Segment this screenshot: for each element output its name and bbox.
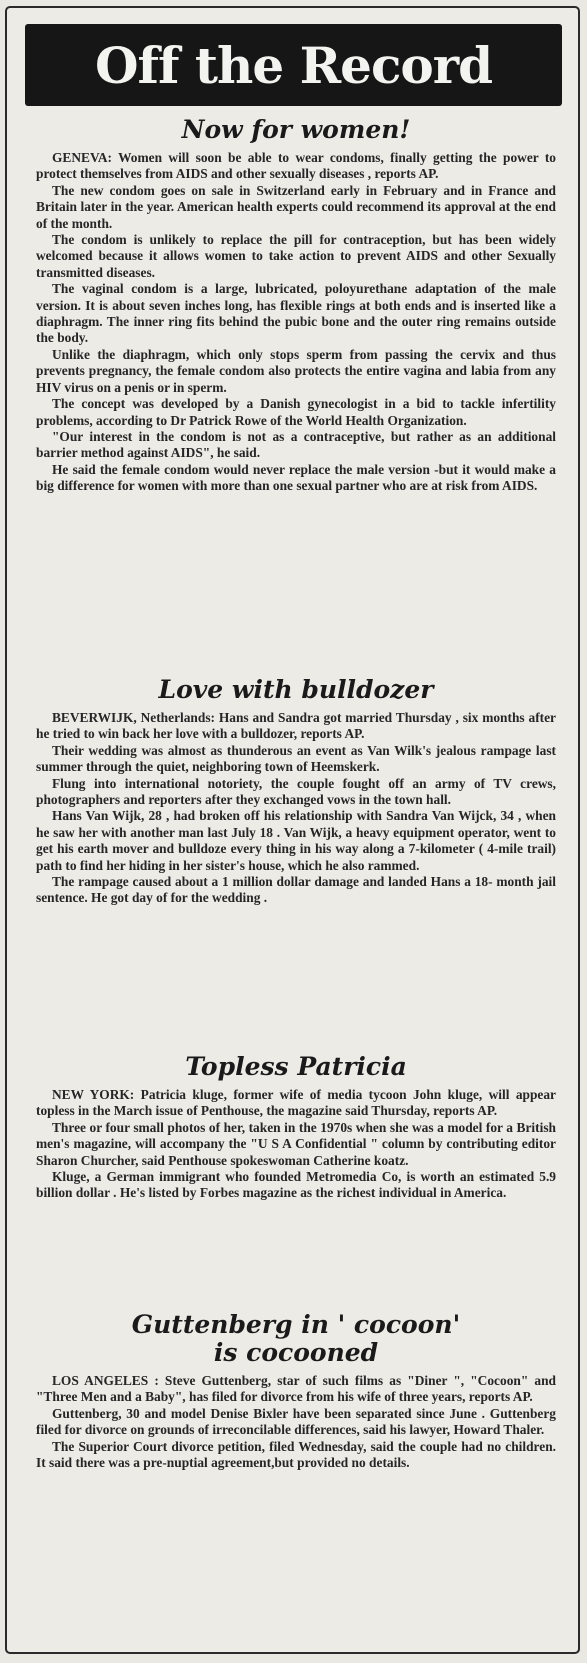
article-paragraph: Their wedding was almost as thunderous an event as Van Wilk's jealous rampage last summer through the quiet, neighboring town of Heemskerk. — [36, 742, 556, 775]
article-love-with-bulldozer — [36, 676, 556, 907]
article-paragraph: The Superior Court divorce petition, filed Wednesday, said the couple had no children. It said there was a pre-nuptial agreement,but provided no details. — [36, 1438, 556, 1471]
article-headline: Now for women! — [181, 115, 411, 144]
article-headline: Topless Patricia — [185, 1052, 407, 1081]
article-paragraph: Flung into international notoriety, the couple fought off an army of TV crews, photographers and reporters after they exchanged vows in the town hall. — [36, 775, 556, 808]
article-paragraph: He said the female condom would never replace the male version -but it would make a big difference for women with more than one sexual partner who are at risk from AIDS. — [36, 461, 556, 494]
headline-line: Guttenberg in ' cocoon' — [131, 1310, 461, 1339]
article-paragraph: Kluge, a German immigrant who founded Metromedia Co, is worth an estimated 5.9 billion dollar . He's listed by Forbes magazine as the richest individual in America. — [36, 1169, 556, 1201]
masthead-banner — [25, 24, 562, 106]
article-paragraph: Hans Van Wijk, 28 , had broken off his relationship with Sandra Van Wijck, 34 , when he saw her with another man last July 18 . Van Wijk, a heavy equipment operator, went to get his earth mover and bulldoze every thing in his way along a 7-kilometer ( 4-mile trail) path to find her hiding in her sister's house, which he also rammed. — [36, 808, 556, 873]
article-paragraph: "Our interest in the condom is not as a contraceptive, but rather as an additional barrier method against AIDS", he said. — [36, 428, 556, 461]
masthead-title: Off the Record — [94, 35, 493, 95]
article-paragraph: The rampage caused about a 1 million dollar damage and landed Hans a 18- month jail sentence. He got day of for the wedding . — [36, 874, 556, 906]
article-paragraph: The new condom goes on sale in Switzerland early in February and in France and Britain later in the year. American health experts could recommend its approval at the end of the month. — [36, 182, 556, 231]
article-paragraph: The vaginal condom is a large, lubricated, poloyurethane adaptation of the male version. It is about seven inches long, has flexible rings at both ends and is inserted like a diaphragm. The inner ring fits behind the pubic bone and the outer ring remains outside the body. — [36, 281, 556, 346]
article-paragraph: NEW YORK: Patricia kluge, former wife of media tycoon John kluge, will appear topless in the March issue of Penthouse, the magazine said Thursday, reports AP. — [36, 1087, 556, 1119]
article-guttenberg — [36, 1311, 556, 1471]
article-now-for-women — [36, 116, 556, 495]
article-paragraph: The concept was developed by a Danish gynecologist in a bid to tackle infertility problems, according to Dr Patrick Rowe of the World Health Organization. — [36, 396, 556, 428]
article-paragraph: Guttenberg, 30 and model Denise Bixler have been separated since June . Guttenberg filed for divorce on grounds of irreconcilable differences, said his lawyer, Howard Thaler. — [36, 1405, 556, 1438]
article-paragraph: GENEVA: Women will soon be able to wear condoms, finally getting the power to protect themselves from AIDS and other sexually diseases , reports AP. — [36, 150, 556, 182]
article-paragraph: Unlike the diaphragm, which only stops sperm from passing the cervix and thus prevents pregnancy, the female condom also protects the entire vagina and labia from any HIV virus on a penis or in sperm. — [36, 346, 556, 395]
article-topless-patricia — [36, 1053, 556, 1202]
article-paragraph: LOS ANGELES : Steve Guttenberg, star of such films as "Diner ", "Cocoon" and "Three Men and a Baby", has filed for divorce from his wife of three years, reports AP. — [36, 1373, 556, 1405]
article-paragraph: The condom is unlikely to replace the pill for contraception, but has been widely welcomed because it allows women to take action to prevent AIDS and other Sexually transmitted diseases. — [36, 232, 556, 280]
article-paragraph: BEVERWIJK, Netherlands: Hans and Sandra got married Thursday , six months after he tried to win back her love with a bulldozer, reports AP. — [36, 710, 556, 742]
article-headline: Love with bulldozer — [158, 675, 434, 704]
article-headline — [36, 1311, 556, 1367]
article-paragraph: Three or four small photos of her, taken in the 1970s when she was a model for a British men's magazine, will accompany the "U S A Confidential " column by contributing editor Sharon Churcher, said Penthouse spokeswoman Catherine koatz. — [36, 1119, 556, 1168]
headline-line: is cocooned — [213, 1338, 379, 1367]
